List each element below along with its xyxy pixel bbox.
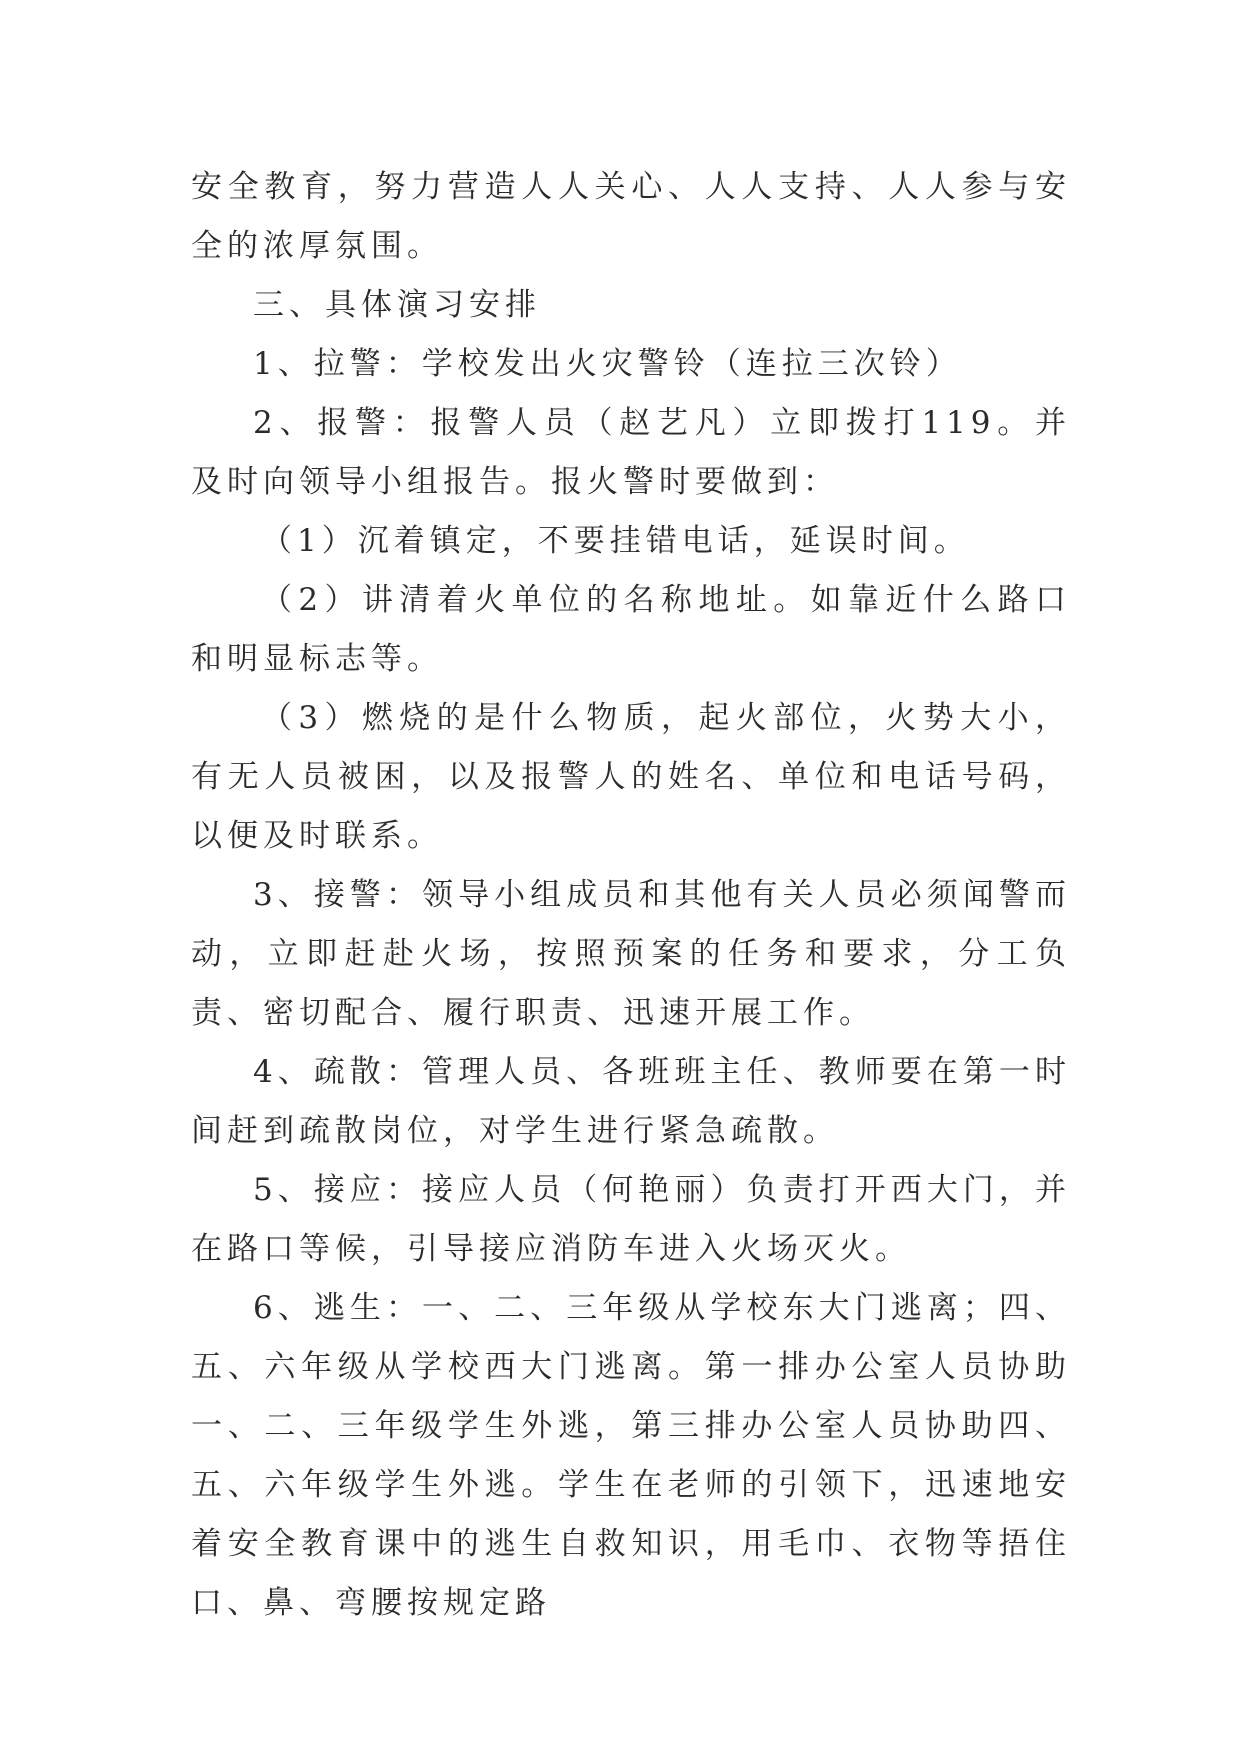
paragraph-receive-alarm: 3、接警：领导小组成员和其他有关人员必须闻警而动，立即赶赴火场，按照预案的任务和要求，分工负责、密切配合、履行职责、迅速开展工作。 <box>191 877 1071 1031</box>
paragraph-evacuation: 4、疏散：管理人员、各班班主任、教师要在第一时间赶到疏散岗位，对学生进行紧急疏散。 <box>191 1054 1071 1149</box>
paragraph-receive-fire-truck: 5、接应：接应人员（何艳丽）负责打开西大门，并在路口等候，引导接应消防车进入火场灭火。 <box>191 1172 1071 1267</box>
document-body <box>191 158 1071 1633</box>
paragraph-escape: 6、逃生：一、二、三年级从学校东大门逃离；四、五、六年级从学校西大门逃离。第一排办公室人员协助一、二、三年级学生外逃，第三排办公室人员协助四、五、六年级学生外逃。学生在老师的引领下，迅速地安着安全教育课中的逃生自救知识，用毛巾、衣物等捂住口、鼻、弯腰按规定路 <box>191 1290 1071 1621</box>
paragraph-report-item-2: （2）讲清着火单位的名称地址。如靠近什么路口和明显标志等。 <box>191 582 1071 677</box>
paragraph-report-item-3: （3）燃烧的是什么物质，起火部位，火势大小，有无人员被困，以及报警人的姓名、单位和电话号码，以便及时联系。 <box>191 700 1071 854</box>
paragraph-alarm-bell: 1、拉警：学校发出火灾警铃（连拉三次铃） <box>253 346 962 382</box>
paragraph-safety-education: 安全教育，努力营造人人关心、人人支持、人人参与安全的浓厚氛围。 <box>191 169 1071 264</box>
section-heading-drill-arrangement: 三、具体演习安排 <box>253 287 541 323</box>
paragraph-report-fire: 2、报警：报警人员（赵艺凡）立即拨打119。并及时向领导小组报告。报火警时要做到： <box>191 405 1071 500</box>
paragraph-report-item-1: （1）沉着镇定，不要挂错电话，延误时间。 <box>261 523 970 559</box>
